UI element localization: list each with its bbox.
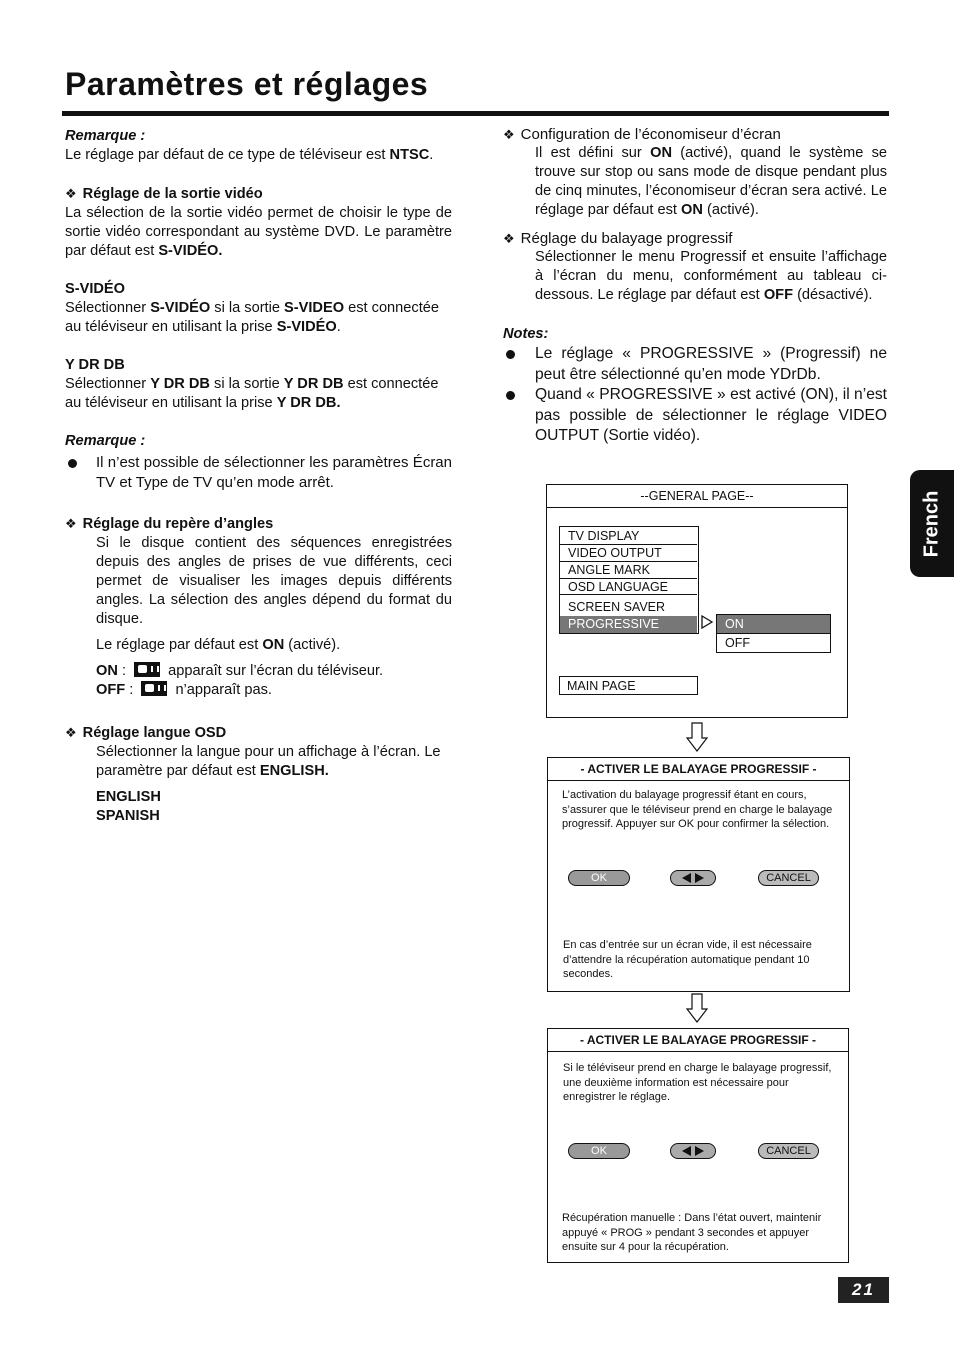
osd-body xyxy=(65,743,452,826)
bullet-dot xyxy=(506,391,515,400)
down-arrow-icon xyxy=(686,722,708,752)
dialog-1-footer: En cas d’entrée sur un écran vide, il est nécessaire d’attendre la récupération automatique pendant 10 secondes. xyxy=(563,939,812,980)
left-arrow-icon xyxy=(682,1146,691,1156)
right-arrow-icon xyxy=(695,1146,704,1156)
diamond-bullet-icon: ❖ xyxy=(503,127,515,142)
note-1: Le réglage « PROGRESSIVE » (Progressif) ne peut être sélectionné qu’en mode YDrDb. xyxy=(503,344,887,385)
angles-default: Le réglage par défaut est ON (activé). xyxy=(96,637,341,653)
dialog-1-nav-arrows[interactable] xyxy=(670,870,716,886)
eco-text: Il est défini sur ON (activé), quand le système se trouve sur stop ou sans mode de disque pendant plus de cinq minutes, l’économiseur d’écran sera activé. Le réglage par défaut est ON (activé). xyxy=(535,145,888,218)
menu-item-tv-display[interactable]: TV DISPLAY xyxy=(568,529,640,543)
menu-item-angle-mark[interactable]: ANGLE MARK xyxy=(560,561,697,578)
general-page-screen xyxy=(546,484,848,718)
osd-lang-spanish: SPANISH xyxy=(96,808,160,824)
dialog-2-text: Si le téléviseur prend en charge le balayage progressif, une deuxième information est nécessaire pour enregistrer le réglage. xyxy=(563,1062,832,1103)
progressive-options xyxy=(716,614,831,653)
angles-body xyxy=(65,534,452,700)
general-page-header: --GENERAL PAGE-- xyxy=(547,485,847,508)
down-arrow-icon xyxy=(686,993,708,1023)
general-page-menu xyxy=(559,526,699,634)
note-2: Quand « PROGRESSIVE » est activé (ON), il n’est pas possible de sélectionner le réglage VIDEO OUTPUT (Sortie vidéo). xyxy=(503,385,887,447)
sortie-video-text: La sélection de la sortie vidéo permet de choisir le type de sortie vidéo correspondant au système DVD. Le paramètre par défaut est S-VIDÉO. xyxy=(65,205,452,259)
sortie-video-heading: ❖ Réglage de la sortie vidéo xyxy=(65,186,263,202)
diamond-bullet-icon: ❖ xyxy=(503,231,515,246)
osd-heading: ❖ Réglage langue OSD xyxy=(65,725,227,741)
left-column xyxy=(65,127,452,826)
notes-label: Notes: xyxy=(503,326,549,342)
bullet-dot xyxy=(506,350,515,359)
svideo-heading: S-VIDÉO xyxy=(65,281,126,297)
main-page-button[interactable]: MAIN PAGE xyxy=(559,676,698,695)
dialog-2-title: - ACTIVER LE BALAYAGE PROGRESSIF - xyxy=(548,1029,848,1052)
ydrdb-heading: Y DR DB xyxy=(65,357,125,373)
menu-item-video-output[interactable]: VIDEO OUTPUT xyxy=(560,544,697,561)
angles-text: Si le disque contient des séquences enregistrées depuis des angles de prises de vue différents, ceci permet de visualiser les images depuis différents angles. La sélection des angles dépend du format du disque. xyxy=(96,535,452,627)
left-arrow-icon xyxy=(682,873,691,883)
osd-lang-english: ENGLISH xyxy=(96,789,161,805)
option-on[interactable]: ON xyxy=(717,615,830,633)
angles-heading: ❖ Réglage du repère d’angles xyxy=(65,516,274,532)
eco-heading: ❖ Configuration de l’économiseur d’écran xyxy=(503,126,781,143)
option-off[interactable]: OFF xyxy=(717,633,830,651)
dialog-1-cancel-button[interactable]: CANCEL xyxy=(758,870,819,886)
dialog-1-text: L’activation du balayage progressif étant en cours, s’assurer que le téléviseur prend en charge le balayage progressif. Appuyer sur OK pour confirmer la sélection. xyxy=(562,789,833,830)
remarque-label: Remarque : xyxy=(65,128,146,144)
right-arrow-icon xyxy=(695,873,704,883)
eco-body xyxy=(503,144,887,220)
title-rule xyxy=(62,111,889,116)
bullet-dot xyxy=(68,459,77,468)
osd-text: Sélectionner la langue pour un affichage à l’écran. Le paramètre par défaut est ENGLISH. xyxy=(96,744,441,779)
language-tab-label: French xyxy=(920,490,943,557)
angles-off-line: OFF : n’apparaît pas. xyxy=(96,682,272,698)
selection-arrow-icon xyxy=(701,615,713,629)
remarque2-bullet: Il n’est possible de sélectionner les paramètres Écran TV et Type de TV qu’en mode arrêt. xyxy=(65,453,452,493)
diamond-bullet-icon: ❖ xyxy=(65,725,77,740)
prog-heading: ❖ Réglage du balayage progressif xyxy=(503,230,733,247)
angle-mark-icon xyxy=(134,662,160,677)
progressive-dialog-1 xyxy=(547,757,850,992)
remarque-text: Le réglage par défaut de ce type de téléviseur est NTSC. xyxy=(65,147,434,163)
dialog-2-cancel-button[interactable]: CANCEL xyxy=(758,1143,819,1159)
angle-mark-icon xyxy=(141,681,167,696)
right-column xyxy=(503,125,887,447)
angles-on-line: ON : apparaît sur l’écran du téléviseur. xyxy=(96,663,384,679)
diamond-bullet-icon: ❖ xyxy=(65,516,77,531)
dialog-2-ok-button[interactable]: OK xyxy=(568,1143,630,1159)
menu-item-osd-language[interactable]: OSD LANGUAGE xyxy=(560,578,697,595)
page-title: Paramètres et réglages xyxy=(65,66,429,102)
menu-item-progressive[interactable]: PROGRESSIVE xyxy=(560,616,697,633)
prog-text: Sélectionner le menu Progressif et ensuite l’affichage à l’écran du menu, conformément au tableau ci-dessous. Le réglage par défaut est OFF (désactivé). xyxy=(535,249,887,303)
prog-body xyxy=(503,248,887,305)
dialog-2-nav-arrows[interactable] xyxy=(670,1143,716,1159)
page-number: 21 xyxy=(838,1277,889,1303)
dialog-1-title: - ACTIVER LE BALAYAGE PROGRESSIF - xyxy=(548,758,849,781)
dialog-2-footer: Récupération manuelle : Dans l’état ouvert, maintenir appuyé « PROG » pendant 3 secondes et appuyer ensuite sur 4 pour la récupération. xyxy=(562,1212,822,1253)
svideo-text: Sélectionner S-VIDÉO si la sortie S-VIDEO est connectée au téléviseur en utilisant la prise S-VIDÉO. xyxy=(65,300,439,335)
language-tab xyxy=(910,470,954,577)
menu-item-screen-saver[interactable]: SCREEN SAVER xyxy=(568,600,666,614)
diamond-bullet-icon: ❖ xyxy=(65,186,77,201)
dialog-1-ok-button[interactable]: OK xyxy=(568,870,630,886)
progressive-dialog-2 xyxy=(547,1028,849,1263)
ydrdb-text: Sélectionner Y DR DB si la sortie Y DR DB est connectée au téléviseur en utilisant la prise Y DR DB. xyxy=(65,376,439,411)
remarque2-label: Remarque : xyxy=(65,433,146,449)
